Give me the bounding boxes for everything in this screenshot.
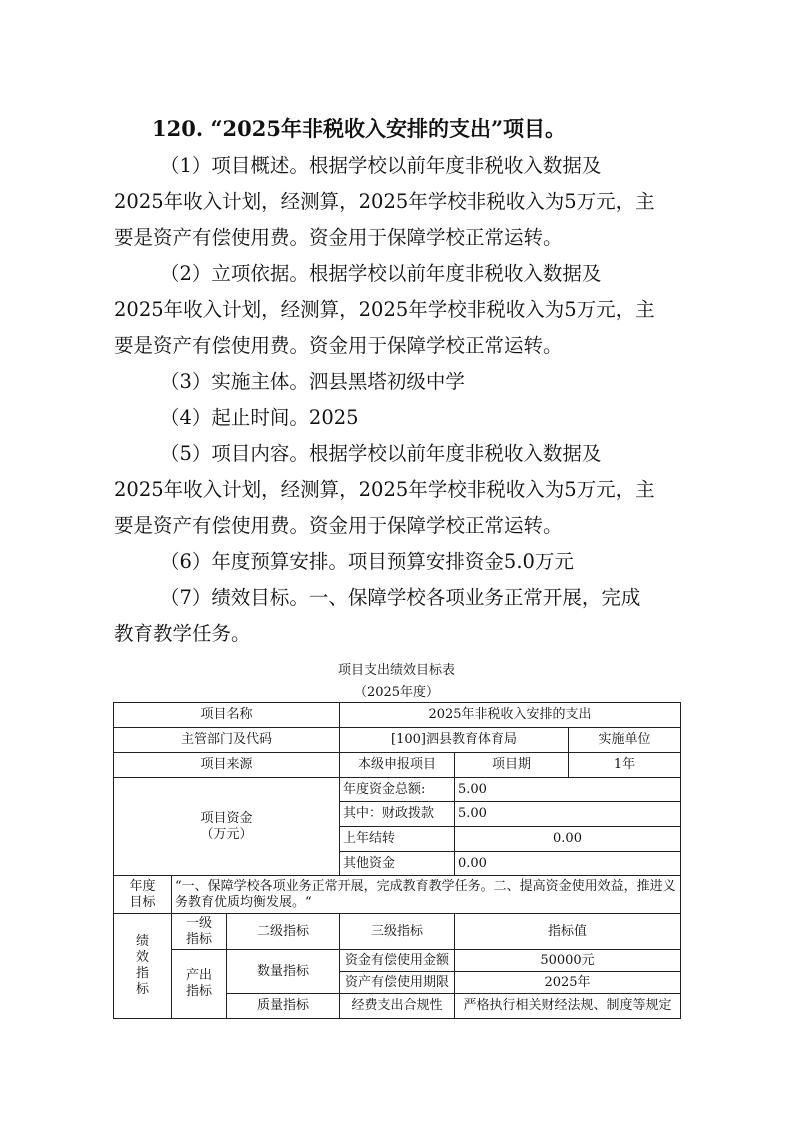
level3-header: 三级指标: [340, 914, 455, 950]
paragraph-line: （3）实施主体。泗县黑塔初级中学: [160, 370, 465, 393]
paragraph-line: 要是资产有偿使用费。资金用于保障学校正常运转。: [114, 226, 563, 249]
funds-item-label: 其中：财政拨款: [340, 802, 455, 827]
value-header: 指标值: [455, 914, 681, 950]
quantity-indicator-label: 数量指标: [227, 950, 340, 994]
level1-header: 一级指标: [172, 914, 227, 950]
quality-indicator-label: 质量指标: [227, 994, 340, 1019]
paragraph-line: （7）绩效目标。一、保障学校各项业务正常开展，完成: [160, 586, 641, 609]
indicator-value: 2025年: [455, 972, 681, 994]
annual-goal-label: 年度目标: [114, 876, 172, 914]
paragraph-line: （1）项目概述。根据学校以前年度非税收入数据及: [160, 154, 602, 177]
source-label: 项目来源: [114, 753, 340, 778]
funds-item-label: 年度资金总额:: [340, 778, 455, 802]
indicator-value: 严格执行相关财经法规、制度等规定: [455, 994, 681, 1019]
funds-unit: （万元）: [200, 826, 253, 842]
paragraph-line: （6）年度预算安排。项目预算安排资金5.0万元: [160, 550, 574, 573]
paragraph-line: 要是资产有偿使用费。资金用于保障学校正常运转。: [114, 334, 563, 357]
funds-item-label: 上年结转: [340, 827, 455, 852]
funds-item-label: 其他资金: [340, 852, 455, 876]
dept-value: [100]泗县教育体育局: [340, 728, 569, 753]
paragraph-line: （5）项目内容。根据学校以前年度非税收入数据及: [160, 442, 602, 465]
dept-label: 主管部门及代码: [114, 728, 340, 753]
period-label: 项目期: [455, 753, 569, 778]
table-subtitle: （2025年度）: [353, 685, 440, 700]
funds-item-value: 5.00: [455, 802, 681, 827]
period-value: 1年: [569, 753, 681, 778]
section-heading: 120. “2025年非税收入安排的支出”项目。: [152, 116, 567, 141]
level3-item: 资产有偿使用期限: [340, 972, 455, 994]
table-title: 项目支出绩效目标表: [337, 663, 455, 678]
paragraph-line: 要是资产有偿使用费。资金用于保障学校正常运转。: [114, 514, 563, 537]
funds-item-value: 5.00: [455, 778, 681, 802]
impl-unit-label: 实施单位: [569, 728, 681, 753]
paragraph-line: （2）立项依据。根据学校以前年度非税收入数据及: [160, 262, 602, 285]
funds-label-cell: [114, 778, 340, 876]
funds-item-value: 0.00: [455, 852, 681, 876]
funds-label: 项目资金: [200, 810, 253, 826]
output-indicator-label: 产出指标: [172, 950, 227, 1019]
source-value: 本级申报项目: [340, 753, 455, 778]
paragraph-line: 2025年收入计划，经测算，2025年学校非税收入为5万元，主: [114, 478, 655, 501]
funds-item-value: 0.00: [455, 827, 681, 852]
indicators-label: 绩效指标: [114, 914, 172, 1019]
paragraph-line: 2025年收入计划，经测算，2025年学校非税收入为5万元，主: [114, 190, 655, 213]
level3-item: 经费支出合规性: [340, 994, 455, 1019]
annual-goal-text: “一、保障学校各项业务正常开展，完成教育教学任务。二、提高资金使用效益，推进义务教育优质均衡发展。“: [172, 876, 681, 914]
level3-item: 资金有偿使用金额: [340, 950, 455, 972]
paragraph-line: 教育教学任务。: [114, 622, 251, 645]
performance-goal-table: [113, 702, 681, 1019]
level2-header: 二级指标: [227, 914, 340, 950]
project-name-label: 项目名称: [114, 703, 340, 728]
indicator-value: 50000元: [455, 950, 681, 972]
paragraph-line: 2025年收入计划，经测算，2025年学校非税收入为5万元，主: [114, 298, 655, 321]
project-name-value: 2025年非税收入安排的支出: [340, 703, 681, 728]
paragraph-line: （4）起止时间。2025: [160, 406, 359, 429]
